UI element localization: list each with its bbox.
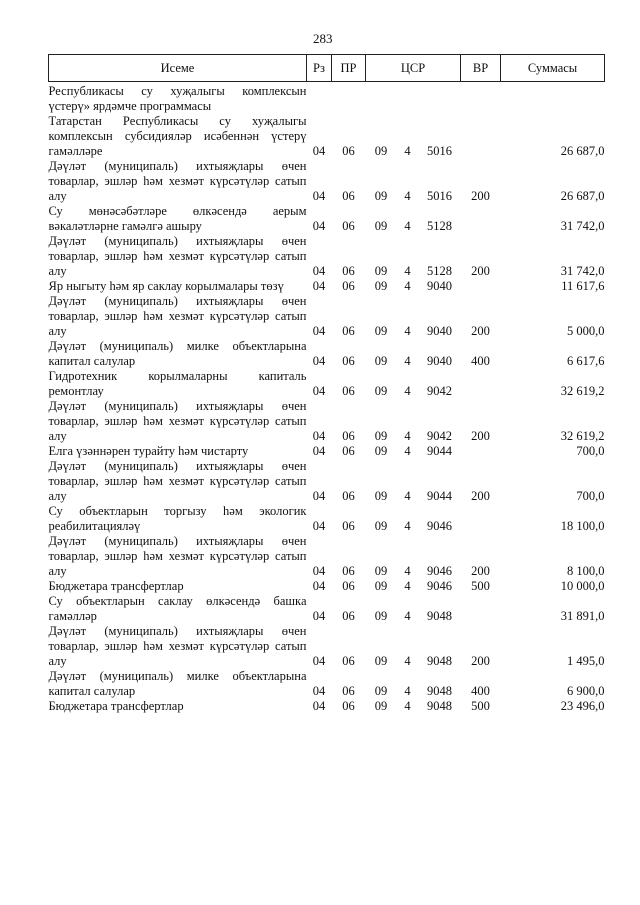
row-csr-subprogram: 4	[404, 384, 411, 398]
row-csr-program: 09	[374, 444, 388, 458]
row-csr-program: 09	[374, 264, 388, 278]
row-csr-code: 9046	[427, 519, 452, 533]
row-sum: 32 619,2	[560, 384, 605, 398]
row-vr	[461, 279, 501, 294]
row-csr-subprogram: 4	[404, 654, 411, 668]
table-row	[49, 339, 605, 369]
row-name: Дәүләт (муниципаль) ихтыяҗлары өчен товарлар, эшләр һәм хезмәт күрсәтүләр сатып алу	[48, 624, 307, 668]
row-name: Елга үзәннәрен турайту һәм чистарту	[48, 444, 249, 458]
row-rz: 04	[312, 489, 326, 503]
row-sum: 23 496,0	[560, 699, 605, 713]
row-csr-code: 9042	[427, 429, 452, 443]
row-csr-program: 09	[374, 219, 388, 233]
row-csr-subprogram: 4	[404, 279, 411, 293]
table-row	[49, 459, 605, 504]
row-pr: 06	[342, 489, 355, 503]
table-row	[49, 579, 605, 594]
row-csr-code: 9048	[427, 699, 452, 713]
row-csr-program: 09	[374, 489, 388, 503]
row-pr: 06	[342, 654, 355, 668]
table-row-continued	[49, 82, 605, 115]
row-pr: 06	[342, 579, 355, 593]
row-csr-subprogram: 4	[404, 699, 411, 713]
table-row	[49, 504, 605, 534]
row-csr-code: 5128	[427, 219, 452, 233]
row-csr-code: 9046	[427, 564, 452, 578]
page-number: 283	[313, 31, 333, 46]
table-row	[49, 699, 605, 714]
row-rz: 04	[312, 429, 326, 443]
row-csr-subprogram: 4	[404, 219, 411, 233]
row-csr-code: 9048	[427, 654, 452, 668]
table-row	[49, 279, 605, 294]
header-csr: ЦСР	[366, 55, 461, 82]
row-sum: 1 495,0	[567, 654, 605, 668]
row-name: Дәүләт (муниципаль) ихтыяҗлары өчен товарлар, эшләр һәм хезмәт күрсәтүләр сатып алу	[48, 159, 307, 203]
row-pr: 06	[342, 144, 355, 158]
row-csr-code: 5128	[427, 264, 452, 278]
row-csr-code: 9040	[427, 354, 452, 368]
header-sum: Суммасы	[501, 55, 605, 82]
row-csr-subprogram: 4	[404, 519, 411, 533]
row-vr: 400	[471, 684, 490, 698]
row-csr-code: 5016	[427, 144, 452, 158]
row-rz: 04	[312, 189, 326, 203]
row-csr-code: 9046	[427, 579, 452, 593]
row-sum: 32 619,2	[560, 429, 605, 443]
row-csr-subprogram: 4	[404, 444, 411, 458]
row-rz: 04	[312, 264, 326, 278]
row-csr-subprogram: 4	[404, 489, 411, 503]
row-sum: 31 742,0	[560, 264, 605, 278]
row-vr	[461, 444, 501, 459]
budget-table	[48, 54, 605, 714]
row-name: Яр ныгыту һәм яр саклау корылмалары төзү	[48, 279, 284, 293]
row-name: Татарстан Республикасы су хуҗалыгы комплексын субсидияләр исәбеннән үстерү гамәлләре	[48, 114, 307, 158]
table-row	[49, 369, 605, 399]
row-pr: 06	[342, 384, 355, 398]
row-rz: 04	[312, 699, 326, 713]
row-name: Су объектларын торгызу һәм экологик реабилитацияләү	[48, 504, 307, 533]
header-rz: Рз	[307, 55, 332, 82]
table-row	[49, 234, 605, 279]
row-pr: 06	[342, 564, 355, 578]
row-csr-program: 09	[374, 429, 388, 443]
row-pr: 06	[342, 324, 355, 338]
row-name: Бюджетара трансфертлар	[48, 579, 184, 593]
row-rz: 04	[312, 519, 326, 533]
row-csr-subprogram: 4	[404, 324, 411, 338]
table-row	[49, 444, 605, 459]
row-rz: 04	[312, 384, 326, 398]
row-csr-code: 9044	[427, 444, 452, 458]
row-sum: 26 687,0	[560, 189, 605, 203]
row-vr: 200	[471, 324, 490, 338]
row-sum: 5 000,0	[567, 324, 605, 338]
row-name: Дәүләт (муниципаль) ихтыяҗлары өчен товарлар, эшләр һәм хезмәт күрсәтүләр сатып алу	[48, 459, 307, 503]
row-rz: 04	[312, 684, 326, 698]
row-pr: 06	[342, 609, 355, 623]
row-csr-subprogram: 4	[404, 564, 411, 578]
row-vr: 200	[471, 429, 490, 443]
table-row	[49, 399, 605, 444]
row-rz: 04	[312, 279, 326, 293]
row-csr-code: 9048	[427, 684, 452, 698]
row-rz: 04	[312, 609, 326, 623]
row-csr-code: 9044	[427, 489, 452, 503]
row-rz: 04	[312, 354, 326, 368]
row-csr-subprogram: 4	[404, 429, 411, 443]
row-pr: 06	[342, 264, 355, 278]
row-rz: 04	[312, 654, 326, 668]
row-pr: 06	[342, 189, 355, 203]
row-pr: 06	[342, 519, 355, 533]
header-vr: ВР	[461, 55, 501, 82]
table-row	[49, 624, 605, 669]
table-row	[49, 594, 605, 624]
table-row	[49, 534, 605, 579]
row-name: Республикасы су хуҗалыгы комплексын үстерү» ярдәмче программасы	[48, 84, 307, 113]
row-sum: 700,0	[576, 489, 605, 503]
row-csr-subprogram: 4	[404, 144, 411, 158]
row-csr-program: 09	[374, 189, 388, 203]
table-row	[49, 159, 605, 204]
row-csr-program: 09	[374, 324, 388, 338]
row-pr: 06	[342, 699, 355, 713]
row-vr	[461, 369, 501, 399]
row-vr: 500	[471, 699, 490, 713]
row-pr: 06	[342, 219, 355, 233]
row-csr-subprogram: 4	[404, 354, 411, 368]
row-sum: 8 100,0	[567, 564, 605, 578]
row-csr-program: 09	[374, 699, 388, 713]
row-csr-program: 09	[374, 144, 388, 158]
row-vr: 200	[471, 264, 490, 278]
row-sum: 18 100,0	[560, 519, 605, 533]
row-rz: 04	[312, 324, 326, 338]
row-csr-program: 09	[374, 519, 388, 533]
row-pr: 06	[342, 444, 355, 458]
row-rz: 04	[312, 579, 326, 593]
row-name: Су мөнәсәбәтләре өлкәсендә аерым вәкаләтләрне гамәлгә ашыру	[48, 204, 307, 233]
row-rz: 04	[312, 144, 326, 158]
row-vr: 400	[471, 354, 490, 368]
row-sum: 10 000,0	[560, 579, 605, 593]
row-csr-program: 09	[374, 564, 388, 578]
row-name: Гидротехник корылмаларны капиталь ремонтлау	[48, 369, 307, 398]
table-row	[49, 294, 605, 339]
header-name: Исеме	[49, 55, 307, 82]
row-vr	[461, 594, 501, 624]
row-pr: 06	[342, 429, 355, 443]
table-row	[49, 669, 605, 699]
row-rz: 04	[312, 219, 326, 233]
row-csr-program: 09	[374, 579, 388, 593]
header-pr: ПР	[332, 55, 366, 82]
row-name: Дәүләт (муниципаль) ихтыяҗлары өчен товарлар, эшләр һәм хезмәт күрсәтүләр сатып алу	[48, 234, 307, 278]
row-name: Дәүләт (муниципаль) ихтыяҗлары өчен товарлар, эшләр һәм хезмәт күрсәтүләр сатып алу	[48, 534, 307, 578]
row-csr-program: 09	[374, 279, 388, 293]
row-name: Дәүләт (муниципаль) ихтыяҗлары өчен товарлар, эшләр һәм хезмәт күрсәтүләр сатып алу	[48, 399, 307, 443]
table-header-row	[49, 55, 605, 82]
row-csr-program: 09	[374, 384, 388, 398]
row-rz: 04	[312, 564, 326, 578]
row-vr: 200	[471, 489, 490, 503]
row-csr-program: 09	[374, 654, 388, 668]
row-csr-subprogram: 4	[404, 189, 411, 203]
row-sum: 31 891,0	[560, 609, 605, 623]
row-sum: 6 617,6	[567, 354, 605, 368]
row-name: Дәүләт (муниципаль) ихтыяҗлары өчен товарлар, эшләр һәм хезмәт күрсәтүләр сатып алу	[48, 294, 307, 338]
row-csr-subprogram: 4	[404, 579, 411, 593]
row-pr: 06	[342, 354, 355, 368]
row-csr-code: 5016	[427, 189, 452, 203]
row-pr: 06	[342, 684, 355, 698]
row-vr: 200	[471, 189, 490, 203]
row-csr-subprogram: 4	[404, 264, 411, 278]
row-vr	[461, 114, 501, 159]
row-name: Бюджетара трансфертлар	[48, 699, 184, 713]
row-sum: 6 900,0	[567, 684, 605, 698]
row-csr-subprogram: 4	[404, 609, 411, 623]
row-csr-program: 09	[374, 684, 388, 698]
row-csr-program: 09	[374, 609, 388, 623]
row-sum: 31 742,0	[560, 219, 605, 233]
row-name: Дәүләт (муниципаль) милке объектларына капитал салулар	[48, 339, 307, 368]
row-sum: 11 617,6	[561, 279, 605, 293]
row-name: Су объектларын саклау өлкәсендә башка гамәлләр	[48, 594, 307, 623]
row-csr-code: 9048	[427, 609, 452, 623]
row-vr: 500	[471, 579, 490, 593]
row-csr-code: 9040	[427, 324, 452, 338]
row-vr	[461, 204, 501, 234]
row-csr-code: 9040	[427, 279, 452, 293]
row-sum: 26 687,0	[560, 144, 605, 158]
table-row	[49, 114, 605, 159]
row-pr: 06	[342, 279, 355, 293]
row-csr-program: 09	[374, 354, 388, 368]
row-csr-subprogram: 4	[404, 684, 411, 698]
row-vr: 200	[471, 564, 490, 578]
row-name: Дәүләт (муниципаль) милке объектларына капитал салулар	[48, 669, 307, 698]
row-vr	[461, 504, 501, 534]
row-sum: 700,0	[576, 444, 605, 458]
row-rz: 04	[312, 444, 326, 458]
row-csr-code: 9042	[427, 384, 452, 398]
row-vr: 200	[471, 654, 490, 668]
table-row	[49, 204, 605, 234]
